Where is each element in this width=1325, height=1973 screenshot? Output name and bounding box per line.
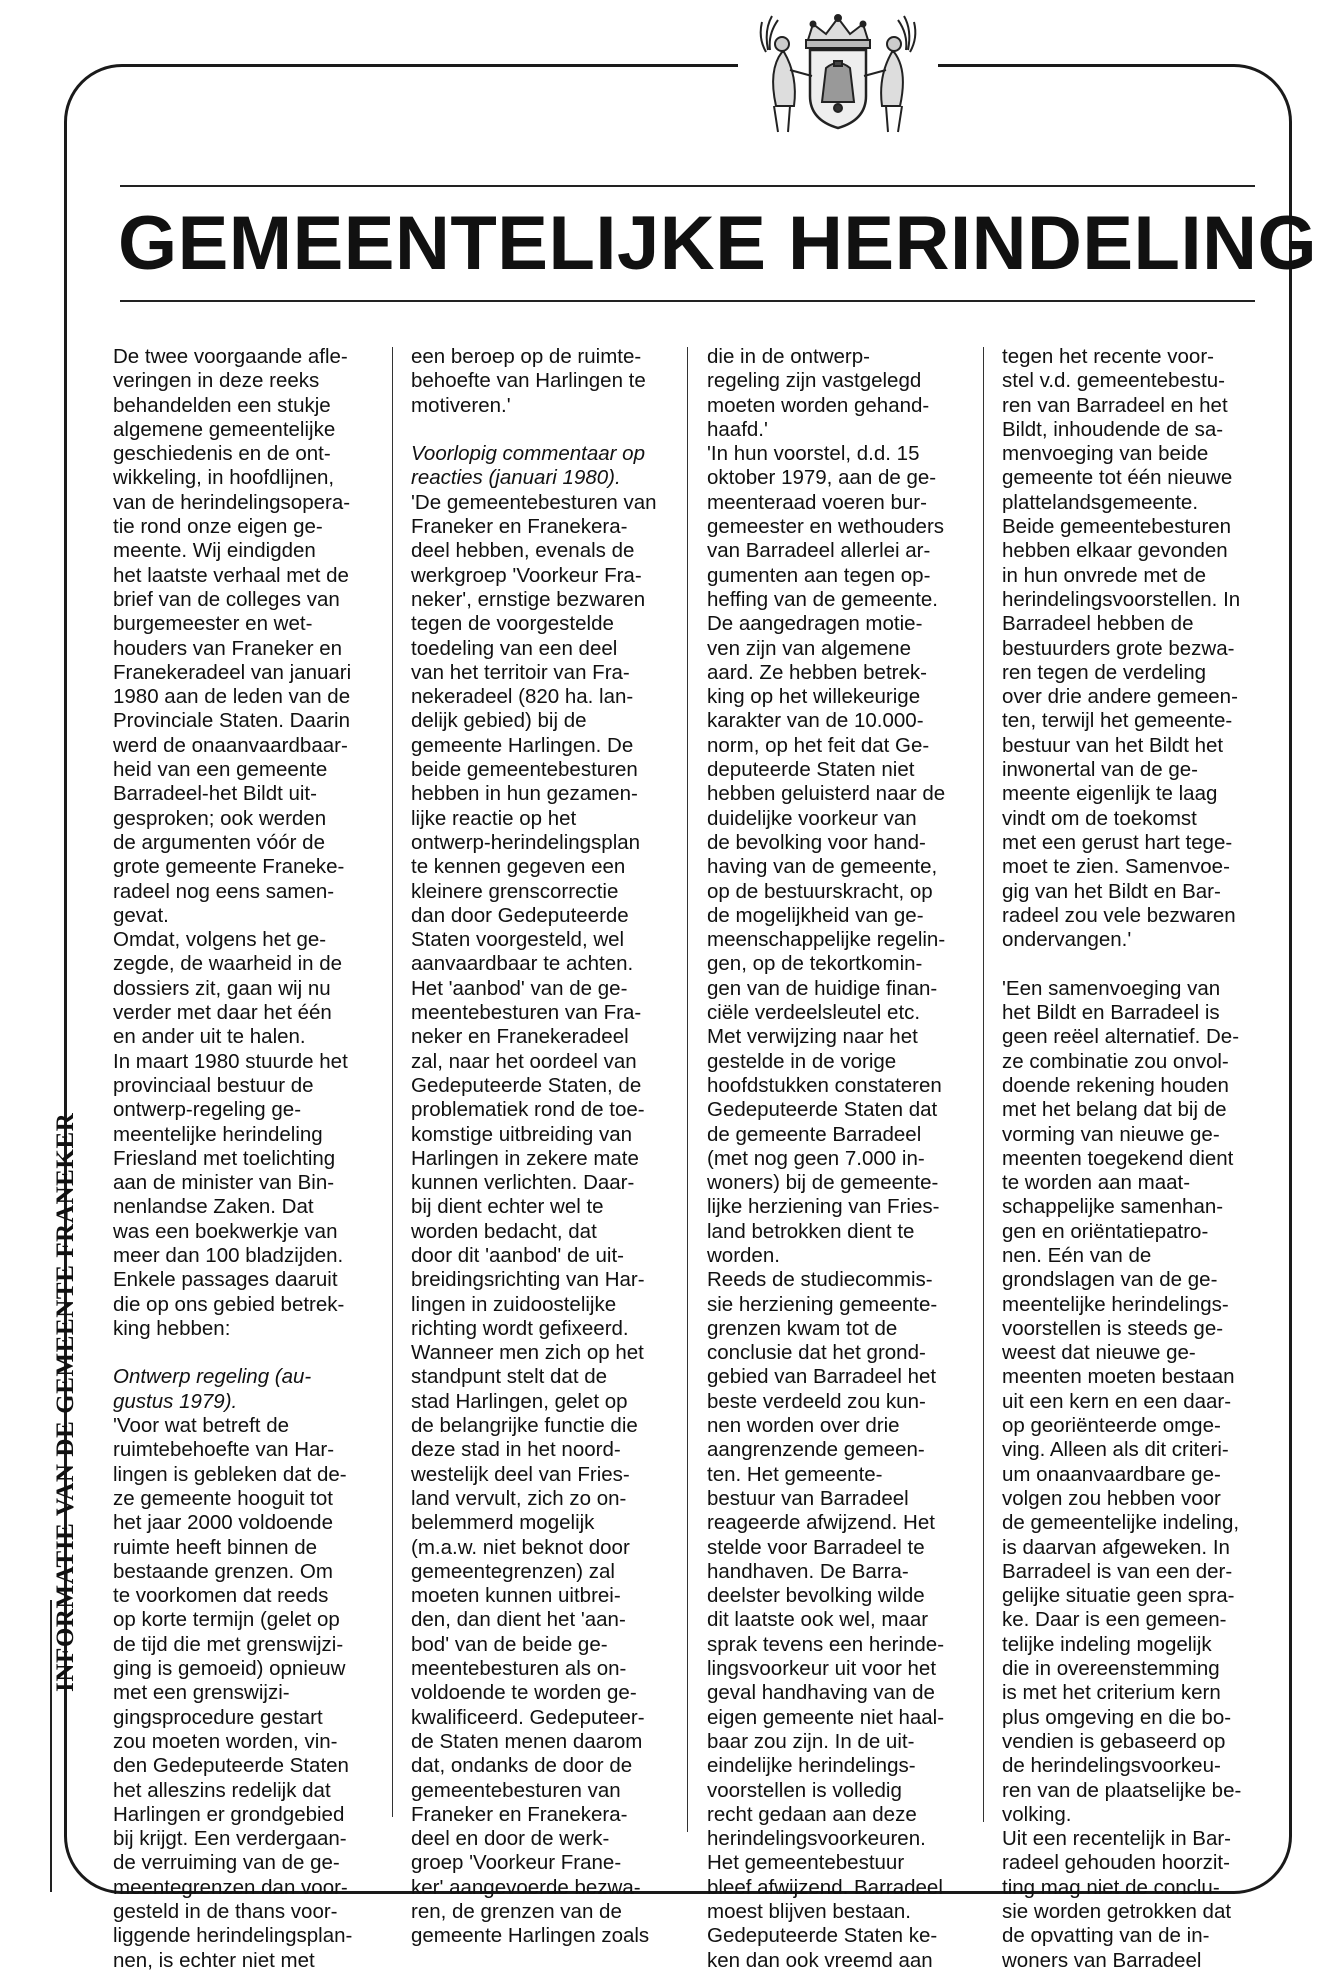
article-text-line: conclusie dat het grond- [707, 1341, 926, 1365]
article-text-line: ting mag niet de conclu- [1002, 1875, 1220, 1899]
article-text-line: 'De gemeentebesturen van [411, 490, 657, 514]
article-text-line: kleinere grenscorrectie [411, 879, 619, 903]
article-text-line: neker en Franekeradeel [411, 1025, 629, 1049]
article-text-line: voorstellen is steeds ge- [1002, 1316, 1224, 1340]
article-text-line: tegen de voorgestelde [411, 612, 614, 636]
article-text-line: plus omgeving en die bo- [1002, 1705, 1232, 1729]
article-text-line: ruimtebehoefte van Har- [113, 1438, 335, 1462]
article-column-4 [1002, 345, 1242, 1972]
article-text-line: een beroep op de ruimte- [411, 345, 642, 368]
article-text-line: Harlingen in zekere mate [411, 1146, 639, 1170]
article-text-line: Barradeel hebben de [1002, 612, 1194, 636]
article-text-line: lingen in zuidoostelijke [411, 1292, 617, 1316]
article-text-line: met het belang dat bij de [1002, 1098, 1227, 1122]
article-text-line: behandelden een stukje [113, 393, 331, 417]
section-heading-line: gustus 1979). [113, 1389, 238, 1413]
article-text-line: deze stad in het noord- [411, 1438, 621, 1462]
article-text-line: gemeente Harlingen zoals [411, 1924, 650, 1948]
article-text-line: (m.a.w. niet beknot door [411, 1535, 630, 1559]
article-text-line: meenschappelijke regelin- [707, 928, 946, 952]
article-text-line: hoofdstukken constateren [707, 1073, 942, 1097]
article-text-line: norm, op het feit dat Ge- [707, 733, 930, 757]
article-text-line: Barradeel-het Bildt uit- [113, 782, 317, 806]
article-text-line: Barradeel is van een der- [1002, 1559, 1233, 1583]
article-text-line: moet te zien. Samenvoe- [1002, 855, 1230, 879]
article-text-line: reageerde afwijzend. Het [707, 1511, 935, 1535]
article-text-line: ze gemeente hooguit tot [113, 1486, 333, 1510]
article-text-line: Staten voorgesteld, wel [411, 928, 625, 952]
article-text-line: uit een kern en een daar- [1002, 1389, 1232, 1413]
article-text-line: ken dan ook vreemd aan [707, 1948, 933, 1972]
article-text-line: het alleszins redelijk dat [113, 1778, 331, 1802]
article-text-line: um onaanvaardbare ge- [1002, 1462, 1221, 1486]
article-text-line: lingsvoorkeur uit voor het [707, 1657, 937, 1681]
article-text-line: is met het criterium kern [1002, 1681, 1221, 1705]
article-text-line: aard. Ze hebben betrek- [707, 660, 927, 684]
article-text-line: het Bildt en Barradeel is [1002, 1001, 1220, 1025]
article-text-line: beste verdeeld zou kun- [707, 1389, 926, 1413]
article-text-line: geschiedenis en de ont- [113, 442, 331, 466]
article-text-line: 1980 aan de leden van de [113, 685, 351, 709]
article-text-line: grondslagen van de ge- [1002, 1268, 1218, 1292]
article-text-line: gestelde in de vorige [707, 1049, 897, 1073]
article-text-line: die in de ontwerp- [707, 345, 870, 368]
column-divider-1 [392, 347, 393, 1817]
article-text-line: gingsprocedure gestart [113, 1705, 323, 1729]
article-text-line: Met verwijzing naar het [707, 1025, 918, 1049]
article-text-line: radeel nog eens samen- [113, 879, 335, 903]
article-text-line: de gemeente Barradeel [707, 1122, 922, 1146]
article-text-line: meenten toegekend dient [1002, 1146, 1234, 1170]
article-text-line: weest dat nieuwe ge- [1002, 1341, 1196, 1365]
article-text-line: zegde, de waarheid in de [113, 952, 343, 976]
article-text-line: veringen in deze reeks [113, 369, 320, 393]
article-text-line: gevat. [113, 903, 169, 927]
article-text-line: woners) bij de gemeente- [707, 1171, 939, 1195]
article-text-line: op korte termijn (gelet op [113, 1608, 340, 1632]
article-text-line: op georiënteerde omge- [1002, 1414, 1221, 1438]
article-text-line: behoefte van Harlingen te [411, 369, 646, 393]
article-text-line: recht gedaan aan deze [707, 1802, 917, 1826]
article-text-line: heffing van de gemeente. [707, 587, 938, 611]
coat-of-arms-emblem [738, 10, 938, 140]
article-text-line: ke. Daar is een gemeen- [1002, 1608, 1227, 1632]
article-text-line: Beide gemeentebesturen [1002, 515, 1232, 539]
article-text-line: Het gemeentebestuur [707, 1851, 905, 1875]
article-text-line: te kennen gegeven een [411, 855, 626, 879]
article-text-line: In maart 1980 stuurde het [113, 1049, 348, 1073]
article-text-line: ging is gemoeid) opnieuw [113, 1657, 346, 1681]
article-text-line: stad Harlingen, gelet op [411, 1389, 628, 1413]
article-text-line: Reeds de studiecommis- [707, 1268, 933, 1292]
article-text-line: de gemeentelijke indeling, [1002, 1511, 1240, 1535]
article-text-line: richting wordt gefixeerd. [411, 1316, 629, 1340]
article-text-line: 'Voor wat betreft de [113, 1414, 289, 1438]
article-text-line: Enkele passages daaruit [113, 1268, 338, 1292]
article-text-line: van het territoir van Fra- [411, 660, 630, 684]
article-text-line: telijke indeling mogelijk [1002, 1632, 1212, 1656]
article-text-line: 'Een samenvoeging van [1002, 976, 1221, 1000]
article-text-line: van de herindelingsopera- [113, 490, 351, 514]
article-text-line: gemeentebesturen van [411, 1778, 621, 1802]
article-text-line: gemeester en wethouders [707, 515, 945, 539]
article-text-line: kunnen verlichten. Daar- [411, 1171, 635, 1195]
article-text-line: ciële verdeelsleutel etc. [707, 1001, 921, 1025]
article-text-line: volgen zou hebben voor [1002, 1486, 1221, 1510]
article-text-line: westelijk deel van Fries- [411, 1462, 630, 1486]
article-text-line: de verruiming van de ge- [113, 1851, 340, 1875]
publication-side-label: INFORMATIE VAN DE GEMEENTE FRANEKER [52, 1112, 79, 1692]
article-text-line: herindelingsvoorkeuren. [707, 1827, 926, 1851]
article-text-line: stel v.d. gemeentebestu- [1002, 369, 1225, 393]
article-text-line: die op ons gebied betrek- [113, 1292, 345, 1316]
article-text-line: brief van de colleges van [113, 587, 340, 611]
article-text-line: bij dient echter wel te [411, 1195, 604, 1219]
article-text-line: werkgroep 'Voorkeur Fra- [411, 563, 642, 587]
article-text-line: standpunt stelt dat de [411, 1365, 608, 1389]
article-text-line: karakter van de 10.000- [707, 709, 924, 733]
article-text-line: schappelijke samenhan- [1002, 1195, 1224, 1219]
article-text-line: gen van de huidige finan- [707, 976, 938, 1000]
article-text-line: gen en oriëntatiepatro- [1002, 1219, 1209, 1243]
article-text-line: die in overeenstemming [1002, 1657, 1220, 1681]
article-text-line: eindelijke herindelings- [707, 1754, 916, 1778]
article-text-line: verder met daar het één [113, 1001, 332, 1025]
article-text-line [1002, 952, 1234, 976]
article-text-line: en ander uit te halen. [113, 1025, 306, 1049]
article-text-line: ren van Barradeel en het [1002, 393, 1228, 417]
article-text-line: Harlingen er grondgebied [113, 1802, 345, 1826]
article-text-line: delijk gebied) bij de [411, 709, 587, 733]
article-text-line: Gedeputeerde Staten ke- [707, 1924, 938, 1948]
article-text-line: is daarvan afgeweken. In [1002, 1535, 1230, 1559]
article-text-line: tegen het recente voor- [1002, 345, 1214, 368]
article-text-line: gumenten aan tegen op- [707, 563, 931, 587]
article-text-line: Wanneer men zich op het [411, 1341, 644, 1365]
article-text-line: bestuur van Barradeel [707, 1486, 909, 1510]
article-text-line: neker', ernstige bezwaren [411, 587, 646, 611]
article-text-line: gen, op de tekortkomin- [707, 952, 923, 976]
article-text-line: land betrokken dient te [707, 1219, 915, 1243]
article-text-line: Gedeputeerde Staten dat [707, 1098, 938, 1122]
article-text-line: plattelandsgemeente. [1002, 490, 1199, 514]
article-text-line: herindelingsvoorstellen. In [1002, 587, 1241, 611]
article-text-line: grenzen kwam tot de [707, 1316, 898, 1340]
article-text-line: meente eigenlijk te laag [1002, 782, 1218, 806]
article-text-line: duidelijke voorkeur van [707, 806, 917, 830]
article-text-line: ren, de grenzen van de [411, 1900, 622, 1923]
article-text-line: volking. [1002, 1802, 1072, 1826]
article-text-line: ten. Het gemeente- [707, 1462, 883, 1486]
article-text-line: Provinciale Staten. Daarin [113, 709, 351, 733]
article-text-line: over drie andere gemeen- [1002, 685, 1238, 709]
article-text-line: haafd.' [707, 417, 768, 441]
article-text-line: vindt om de toekomst [1002, 806, 1197, 830]
article-text-line: De aangedragen motie- [707, 612, 923, 636]
article-text-line: hebben elkaar gevonden [1002, 539, 1228, 563]
section-heading-line: Ontwerp regeling (au- [113, 1365, 312, 1389]
article-text-line: de opvatting van de in- [1002, 1924, 1210, 1948]
article-text-line: eigen gemeente niet haal- [707, 1705, 945, 1729]
article-text-line: king hebben: [113, 1316, 231, 1340]
article-text-line: Gedeputeerde Staten, de [411, 1073, 642, 1097]
article-text-line: 'In hun voorstel, d.d. 15 [707, 442, 920, 466]
article-text-line: heid van een gemeente [113, 758, 328, 782]
article-text-line: bij krijgt. Een verdergaan- [113, 1827, 347, 1851]
article-text-line: problematiek rond de toe- [411, 1098, 645, 1122]
article-text-line: bestaande grenzen. Om [113, 1559, 333, 1583]
article-text-line: deel hebben, evenals de [411, 539, 635, 563]
article-text-line: sprak tevens een herinde- [707, 1632, 945, 1656]
article-text-line: de herindelingsvoorkeu- [1002, 1754, 1221, 1778]
article-text-line: baar zou zijn. In de uit- [707, 1729, 915, 1753]
article-text-line: ontwerp-regeling ge- [113, 1098, 302, 1122]
article-text-line: gesproken; ook werden [113, 806, 327, 830]
article-text-line: gig van het Bildt en Bar- [1002, 879, 1221, 903]
article-text-line: hebben geluisterd naar de [707, 782, 946, 806]
article-text-line: bestuur van het Bildt het [1002, 733, 1224, 757]
article-text-line: worden bedacht, dat [411, 1219, 597, 1243]
article-text-line: ruimte heeft binnen de [113, 1535, 317, 1559]
article-text-line: hebben in hun gezamen- [411, 782, 638, 806]
article-text-line: meentelijke herindelings- [1002, 1292, 1229, 1316]
article-text-line: nen worden over drie [707, 1414, 900, 1438]
article-text-line: (met nog geen 7.000 in- [707, 1146, 925, 1170]
article-text-line: dat, ondanks de door de [411, 1754, 633, 1778]
article-text-line: zou moeten worden, vin- [113, 1729, 338, 1753]
article-column-1 [113, 345, 353, 1972]
article-text-line: werd de onaanvaardbaar- [113, 733, 348, 757]
article-text-line: gemeentegrenzen) zal [411, 1559, 615, 1583]
column-divider-2 [687, 347, 688, 1832]
title-rule-bottom [120, 300, 1255, 302]
article-text-line: inwonertal van de ge- [1002, 758, 1199, 782]
article-text-line: houders van Franeker en [113, 636, 343, 660]
article-text-line: nen, is echter niet met [113, 1948, 315, 1972]
article-text-line: deputeerde Staten niet [707, 758, 915, 782]
article-text-line: ren van de plaatselijke be- [1002, 1778, 1242, 1802]
article-text-line: de argumenten vóór de [113, 830, 325, 854]
article-text-line: gemeente tot één nieuwe [1002, 466, 1233, 490]
article-text-line: van Barradeel allerlei ar- [707, 539, 931, 563]
article-text-line: den, dan dient het 'aan- [411, 1608, 626, 1632]
article-text-line: voldoende te worden ge- [411, 1681, 637, 1705]
article-text-line: meente. Wij eindigden [113, 539, 316, 563]
article-text-line: ze combinatie zou onvol- [1002, 1049, 1229, 1073]
article-text-line: regeling zijn vastgelegd [707, 369, 922, 393]
article-text-line: ontwerp-herindelingsplan [411, 830, 641, 854]
article-text-line: meentegrenzen dan voor- [113, 1875, 348, 1899]
article-text-line: kwalificeerd. Gedeputeer- [411, 1705, 645, 1729]
article-text-line: stelde voor Barradeel te [707, 1535, 925, 1559]
article-text-line: gemeente Harlingen. De [411, 733, 634, 757]
article-text-line: nekeradeel (820 ha. lan- [411, 685, 634, 709]
column-divider-3 [983, 347, 984, 1822]
section-heading-line: reacties (januari 1980). [411, 466, 621, 490]
article-text-line: woners van Barradeel [1002, 1948, 1202, 1972]
article-text-line: grote gemeente Franeke- [113, 855, 345, 879]
article-text-line: having van de gemeente, [707, 855, 938, 879]
section-heading-line: Voorlopig commentaar op [411, 442, 645, 466]
article-text-line: deelster bevolking wilde [707, 1584, 925, 1608]
article-text-line: motiveren.' [411, 393, 511, 417]
article-text-line: bleef afwijzend. Barradeel [707, 1875, 943, 1899]
article-text-line: was een boekwerkje van [113, 1219, 338, 1243]
article-text-line: ven zijn van algemene [707, 636, 911, 660]
article-text-line: Franeker en Franekera- [411, 1802, 628, 1826]
article-text-line: de Staten menen daarom [411, 1729, 643, 1753]
article-text-line: Omdat, volgens het ge- [113, 928, 327, 952]
article-text-line: doende rekening houden [1002, 1073, 1229, 1097]
article-text-line: dit laatste ook wel, maar [707, 1608, 929, 1632]
article-text-line: Bildt, inhoudende de sa- [1002, 417, 1224, 441]
article-text-line: meer dan 100 bladzijden. [113, 1243, 344, 1267]
article-text-line: Franeker en Franekera- [411, 515, 628, 539]
article-text-line: land vervult, zich zo on- [411, 1486, 627, 1510]
article-text-line: ondervangen.' [1002, 928, 1132, 952]
article-text-line: burgemeester en wet- [113, 612, 313, 636]
article-text-line: voorstellen is volledig [707, 1778, 902, 1802]
article-text-line: de belangrijke functie die [411, 1414, 638, 1438]
article-column-2 [411, 345, 657, 1948]
article-text-line: belemmerd mogelijk [411, 1511, 595, 1535]
article-text-line: meentelijke herindeling [113, 1122, 323, 1146]
article-text-line: sie worden getrokken dat [1002, 1900, 1232, 1923]
article-text-line: sie herziening gemeente- [707, 1292, 938, 1316]
article-text-line [411, 418, 643, 442]
article-text-line: wikkeling, in hoofdlijnen, [113, 466, 335, 490]
article-text-line: gesteld in de thans voor- [113, 1900, 338, 1923]
article-text-line: moeten kunnen uitbrei- [411, 1584, 621, 1608]
article-text-line: Franekeradeel van januari [113, 660, 352, 684]
article-text-line: radeel zou vele bezwaren [1002, 903, 1236, 927]
article-text-line: aanvaardbaar te achten. [411, 952, 634, 976]
article-text-line [113, 1341, 345, 1365]
article-text-line: de bevolking voor hand- [707, 830, 926, 854]
article-text-line: te voorkomen dat reeds [113, 1584, 329, 1608]
article-text-line: aangrenzende gemeen- [707, 1438, 925, 1462]
article-text-line: het laatste verhaal met de [113, 563, 349, 587]
article-text-line: De twee voorgaande afle- [113, 345, 348, 368]
article-text-line: den Gedeputeerde Staten [113, 1754, 349, 1778]
article-text-line: oktober 1979, aan de ge- [707, 466, 937, 490]
article-text-line: op de bestuurskracht, op [707, 879, 933, 903]
article-text-line: groep 'Voorkeur Frane- [411, 1851, 622, 1875]
article-text-line: Uit een recentelijk in Bar- [1002, 1827, 1232, 1851]
article-text-line: ving. Alleen als dit criteri- [1002, 1438, 1229, 1462]
article-text-line: meenten moeten bestaan [1002, 1365, 1235, 1389]
article-text-line: meentebesturen als on- [411, 1657, 627, 1681]
page-title: GEMEENTELIJKE HERINDELING [118, 201, 1318, 286]
article-text-line: Friesland met toelichting [113, 1146, 336, 1170]
article-text-line: te worden aan maat- [1002, 1171, 1191, 1195]
article-text-line: tie rond onze eigen ge- [113, 515, 323, 539]
article-text-line: bod' van de beide ge- [411, 1632, 608, 1656]
article-text-line: king op het willekeurige [707, 685, 921, 709]
article-text-line: algemene gemeentelijke [113, 417, 336, 441]
article-text-line: meentebesturen van Fra- [411, 1001, 642, 1025]
article-text-line: de mogelijkheid van ge- [707, 903, 924, 927]
article-text-line: radeel gehouden hoorzit- [1002, 1851, 1230, 1875]
article-text-line: moest blijven bestaan. [707, 1900, 911, 1923]
article-text-line: ren tegen de verdeling [1002, 660, 1207, 684]
article-text-line: liggende herindelingsplan- [113, 1924, 353, 1948]
article-text-line: moeten worden gehand- [707, 393, 930, 417]
article-text-line: menvoeging van beide [1002, 442, 1209, 466]
article-text-line: nen. Eén van de [1002, 1243, 1152, 1267]
article-text-line: geval handhaving van de [707, 1681, 935, 1705]
article-text-line: worden. [707, 1243, 780, 1267]
article-text-line: lingen is gebleken dat de- [113, 1462, 347, 1486]
article-text-line: met een gerust hart tege- [1002, 830, 1233, 854]
article-text-line: zal, naar het oordeel van [411, 1049, 637, 1073]
article-text-line: in hun onvrede met de [1002, 563, 1206, 587]
article-text-line: vendien is gebaseerd op [1002, 1729, 1226, 1753]
article-text-line: door dit 'aanbod' de uit- [411, 1243, 624, 1267]
article-text-line: komstige uitbreiding van [411, 1122, 633, 1146]
article-text-line: geen reëel alternatief. De- [1002, 1025, 1240, 1049]
article-text-line: breidingsrichting van Har- [411, 1268, 645, 1292]
article-text-line: met een grenswijzi- [113, 1681, 290, 1705]
article-text-line: Het 'aanbod' van de ge- [411, 976, 628, 1000]
article-text-line: nenlandse Zaken. Dat [113, 1195, 314, 1219]
article-text-line: aan de minister van Bin- [113, 1171, 335, 1195]
article-text-line: lijke herziening van Fries- [707, 1195, 940, 1219]
article-text-line: beide gemeentebesturen [411, 758, 638, 782]
article-text-line: meenteraad voeren bur- [707, 490, 927, 514]
article-column-3 [707, 345, 946, 1972]
article-text-line: dan door Gedeputeerde [411, 903, 629, 927]
article-text-line: toedeling van een deel [411, 636, 618, 660]
article-text-line: gebied van Barradeel het [707, 1365, 937, 1389]
article-text-line: bestuurders grote bezwa- [1002, 636, 1235, 660]
article-text-line: het jaar 2000 voldoende [113, 1511, 333, 1535]
article-text-line: gelijke situatie geen spra- [1002, 1584, 1235, 1608]
article-text-line: de tijd die met grenswijzi- [113, 1632, 344, 1656]
article-text-line: dossiers zit, gaan wij nu [113, 976, 331, 1000]
title-rule-top [120, 185, 1255, 187]
article-text-line: ten, terwijl het gemeente- [1002, 709, 1233, 733]
article-text-line: handhaven. De Barra- [707, 1559, 909, 1583]
article-text-line: ker' aangevoerde bezwa- [411, 1875, 641, 1899]
article-text-line: deel en door de werk- [411, 1827, 610, 1851]
article-text-line: provinciaal bestuur de [113, 1073, 314, 1097]
article-text-line: lijke reactie op het [411, 806, 577, 830]
article-text-line: vorming van nieuwe ge- [1002, 1122, 1220, 1146]
